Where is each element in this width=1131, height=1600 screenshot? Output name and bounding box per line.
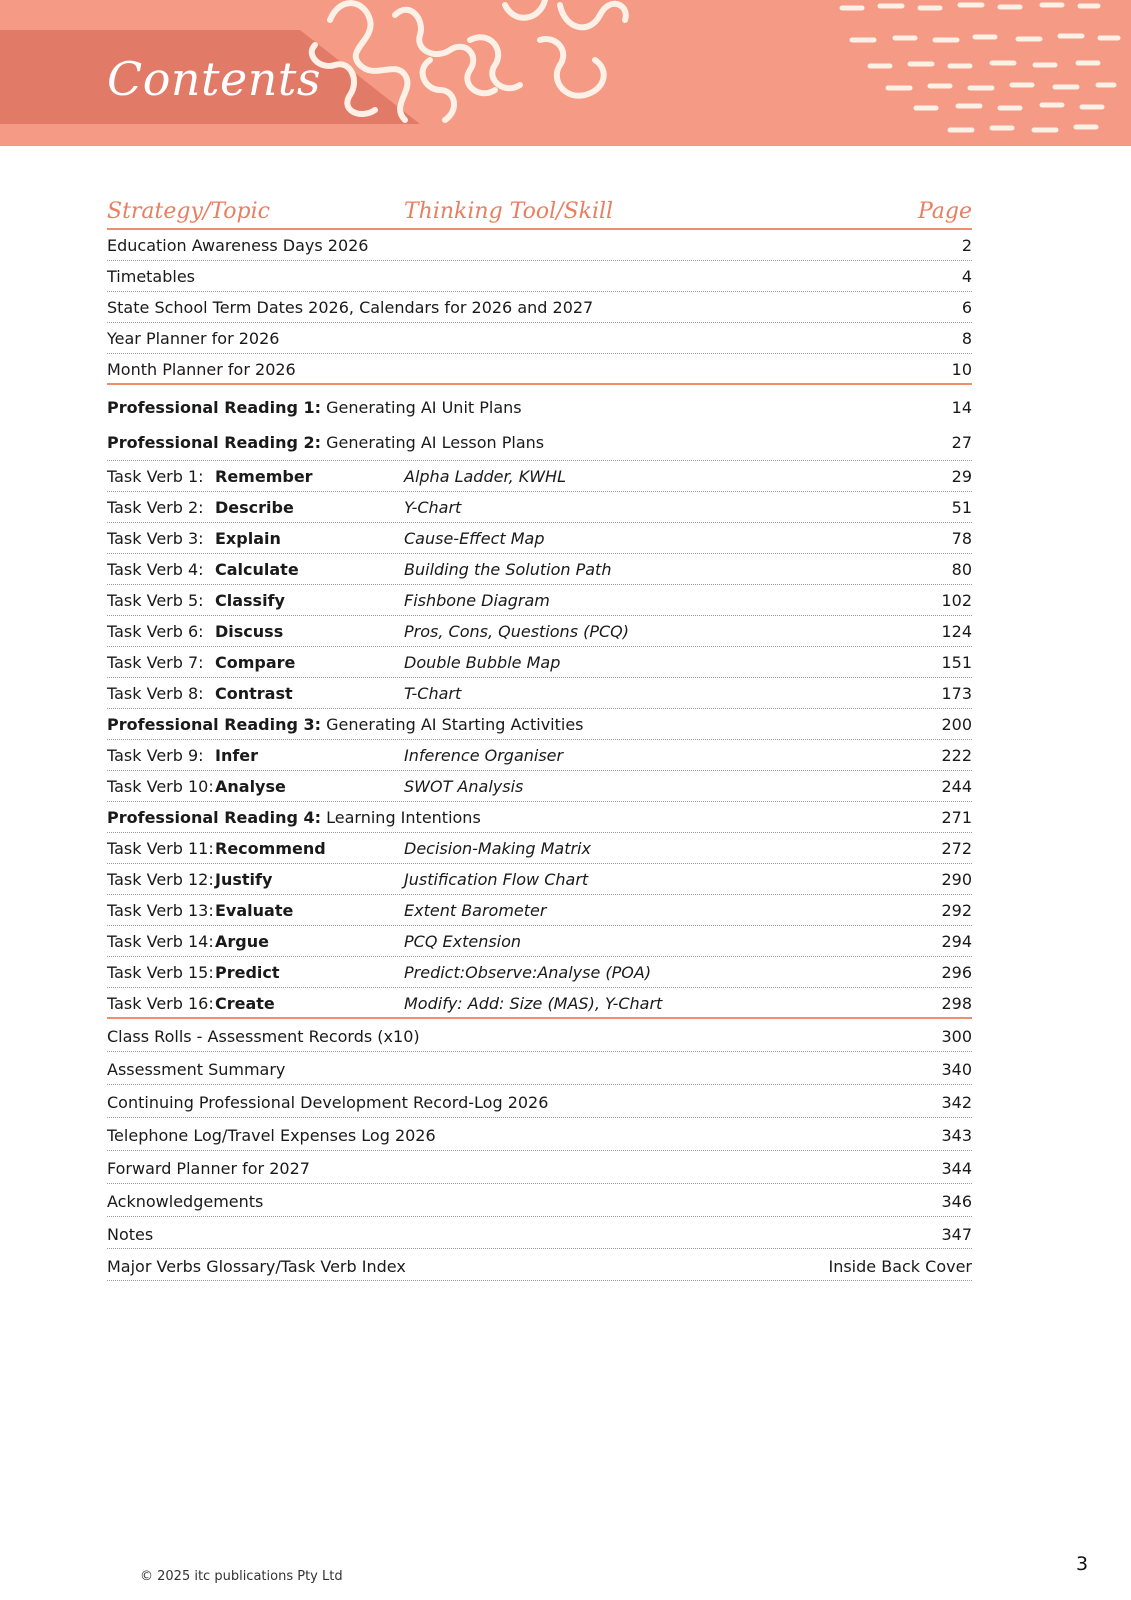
thinking-tool: Alpha Ladder, KWHL — [404, 467, 566, 486]
toc-row-verb — [107, 585, 972, 616]
toc-row-reading — [107, 390, 972, 425]
toc-row-verb — [107, 678, 972, 709]
verb-name: Calculate — [215, 560, 299, 579]
toc-page: 200 — [941, 715, 972, 734]
reading-label: Professional Reading 3: — [107, 715, 322, 734]
verb-name: Evaluate — [215, 901, 294, 920]
toc-page: 102 — [941, 591, 972, 610]
toc-page: 300 — [941, 1027, 972, 1046]
verb-name: Explain — [215, 529, 281, 548]
thinking-tool: PCQ Extension — [404, 932, 522, 951]
contents-table — [107, 192, 972, 1281]
verb-label: Task Verb 2: — [107, 498, 204, 517]
verb-label: Task Verb 13: — [107, 901, 214, 920]
toc-row-verb — [107, 740, 972, 771]
toc-page: 6 — [961, 298, 972, 317]
toc-row-reading — [107, 802, 972, 833]
toc-topic: Assessment Summary — [107, 1060, 286, 1079]
toc-page: 296 — [941, 963, 972, 982]
toc-page: 271 — [941, 808, 972, 827]
thinking-tool: Double Bubble Map — [404, 653, 561, 672]
verb-label: Task Verb 1: — [107, 467, 204, 486]
verb-label: Task Verb 7: — [107, 653, 204, 672]
verb-label: Task Verb 4: — [107, 560, 204, 579]
toc-page: 173 — [941, 684, 972, 703]
verb-label: Task Verb 10: — [107, 777, 214, 796]
toc-row — [107, 1184, 972, 1217]
toc-topic: Major Verbs Glossary/Task Verb Index — [107, 1257, 406, 1276]
toc-page: 29 — [951, 467, 972, 486]
verb-name: Create — [215, 994, 275, 1013]
page-number: 3 — [1076, 1553, 1089, 1575]
toc-page: 78 — [951, 529, 972, 548]
verb-label: Task Verb 12: — [107, 870, 214, 889]
toc-topic: Forward Planner for 2027 — [107, 1159, 310, 1178]
thinking-tool: Justification Flow Chart — [404, 870, 589, 889]
reading-label: Professional Reading 1: — [107, 398, 322, 417]
verb-label: Task Verb 15: — [107, 963, 214, 982]
verb-label: Task Verb 9: — [107, 746, 204, 765]
toc-page: 347 — [941, 1225, 972, 1244]
toc-page: 27 — [951, 433, 972, 452]
verb-name: Compare — [215, 653, 296, 672]
toc-row-reading — [107, 425, 972, 461]
verb-name: Describe — [215, 498, 294, 517]
toc-row-reading — [107, 709, 972, 740]
toc-page: 80 — [951, 560, 972, 579]
verb-name: Justify — [215, 870, 273, 889]
reading-label: Professional Reading 4: — [107, 808, 322, 827]
toc-row-verb — [107, 647, 972, 678]
toc-topic: Notes — [107, 1225, 154, 1244]
toc-page: 344 — [941, 1159, 972, 1178]
column-header-page: Page — [917, 199, 972, 224]
toc-row — [107, 1085, 972, 1118]
toc-page: 244 — [941, 777, 972, 796]
copyright-notice: © 2025 itc publications Pty Ltd — [140, 1569, 343, 1584]
toc-page: 298 — [941, 994, 972, 1013]
toc-row-verb — [107, 616, 972, 647]
toc-page: Inside Back Cover — [828, 1257, 972, 1276]
toc-page: 8 — [961, 329, 972, 348]
verb-label: Task Verb 11: — [107, 839, 214, 858]
verb-label: Task Verb 6: — [107, 622, 204, 641]
toc-page: 340 — [941, 1060, 972, 1079]
thinking-tool: Building the Solution Path — [404, 560, 612, 579]
thinking-tool: Inference Organiser — [404, 746, 564, 765]
toc-topic: Continuing Professional Development Record-Log 2026 — [107, 1093, 549, 1112]
toc-row-verb — [107, 895, 972, 926]
column-headers — [107, 192, 972, 230]
toc-row-verb — [107, 864, 972, 895]
thinking-tool: Modify: Add: Size (MAS), Y-Chart — [404, 994, 663, 1013]
toc-page: 124 — [941, 622, 972, 641]
thinking-tool: Y-Chart — [404, 498, 462, 517]
toc-topic: Education Awareness Days 2026 — [107, 236, 369, 255]
toc-page: 343 — [941, 1126, 972, 1145]
column-header-tool: Thinking Tool/Skill — [404, 199, 614, 224]
toc-page: 342 — [941, 1093, 972, 1112]
verb-name: Classify — [215, 591, 285, 610]
toc-page: 222 — [941, 746, 972, 765]
toc-row — [107, 292, 972, 323]
toc-page: 290 — [941, 870, 972, 889]
toc-row-verb — [107, 492, 972, 523]
toc-page: 272 — [941, 839, 972, 858]
verb-name: Argue — [215, 932, 269, 951]
verb-name: Infer — [215, 746, 259, 765]
toc-row — [107, 1151, 972, 1184]
toc-row-verb — [107, 988, 972, 1019]
thinking-tool: T-Chart — [404, 684, 462, 703]
reading-title: Learning Intentions — [321, 808, 481, 827]
toc-topic: Class Rolls - Assessment Records (x10) — [107, 1027, 420, 1046]
toc-row — [107, 1019, 972, 1052]
verb-name: Analyse — [215, 777, 286, 796]
toc-row-verb — [107, 926, 972, 957]
toc-topic: Month Planner for 2026 — [107, 360, 296, 379]
thinking-tool: SWOT Analysis — [404, 777, 524, 796]
toc-row — [107, 1052, 972, 1085]
toc-topic: Year Planner for 2026 — [107, 329, 280, 348]
verb-label: Task Verb 3: — [107, 529, 204, 548]
reading-title: Generating AI Unit Plans — [321, 398, 522, 417]
toc-page: 346 — [941, 1192, 972, 1211]
toc-page: 2 — [961, 236, 972, 255]
verb-label: Task Verb 14: — [107, 932, 214, 951]
verb-label: Task Verb 8: — [107, 684, 204, 703]
toc-row-verb — [107, 771, 972, 802]
thinking-tool: Predict:Observe:Analyse (POA) — [404, 963, 652, 982]
toc-row-verb — [107, 554, 972, 585]
thinking-tool: Pros, Cons, Questions (PCQ) — [404, 622, 630, 641]
toc-row — [107, 323, 972, 354]
toc-row — [107, 1249, 972, 1281]
toc-row — [107, 1118, 972, 1151]
column-header-topic: Strategy/Topic — [107, 199, 270, 224]
reading-title: Generating AI Lesson Plans — [321, 433, 545, 452]
verb-name: Predict — [215, 963, 280, 982]
toc-page: 51 — [951, 498, 972, 517]
thinking-tool: Decision-Making Matrix — [404, 839, 591, 858]
verb-name: Discuss — [215, 622, 284, 641]
toc-page: 4 — [961, 267, 972, 286]
toc-row-verb — [107, 957, 972, 988]
toc-topic: Telephone Log/Travel Expenses Log 2026 — [107, 1126, 436, 1145]
toc-page: 292 — [941, 901, 972, 920]
toc-page: 10 — [951, 360, 972, 379]
verb-name: Recommend — [215, 839, 326, 858]
toc-page: 151 — [941, 653, 972, 672]
reading-label: Professional Reading 2: — [107, 433, 322, 452]
toc-topic: State School Term Dates 2026, Calendars for 2026 and 2027 — [107, 298, 594, 317]
verb-label: Task Verb 16: — [107, 994, 214, 1013]
toc-row-verb — [107, 461, 972, 492]
verb-name: Contrast — [215, 684, 293, 703]
thinking-tool: Extent Barometer — [404, 901, 547, 920]
verb-label: Task Verb 5: — [107, 591, 204, 610]
toc-page: 14 — [951, 398, 972, 417]
reading-title: Generating AI Starting Activities — [321, 715, 584, 734]
toc-row — [107, 261, 972, 292]
toc-row-verb — [107, 523, 972, 554]
toc-row — [107, 354, 972, 385]
page-title: Contents — [107, 52, 321, 106]
thinking-tool: Cause-Effect Map — [404, 529, 545, 548]
toc-topic: Timetables — [107, 267, 196, 286]
thinking-tool: Fishbone Diagram — [404, 591, 550, 610]
verb-name: Remember — [215, 467, 313, 486]
toc-row-verb — [107, 833, 972, 864]
toc-page: 294 — [941, 932, 972, 951]
header-banner — [0, 0, 1131, 146]
toc-row — [107, 1217, 972, 1249]
toc-row — [107, 230, 972, 261]
toc-topic: Acknowledgements — [107, 1192, 264, 1211]
